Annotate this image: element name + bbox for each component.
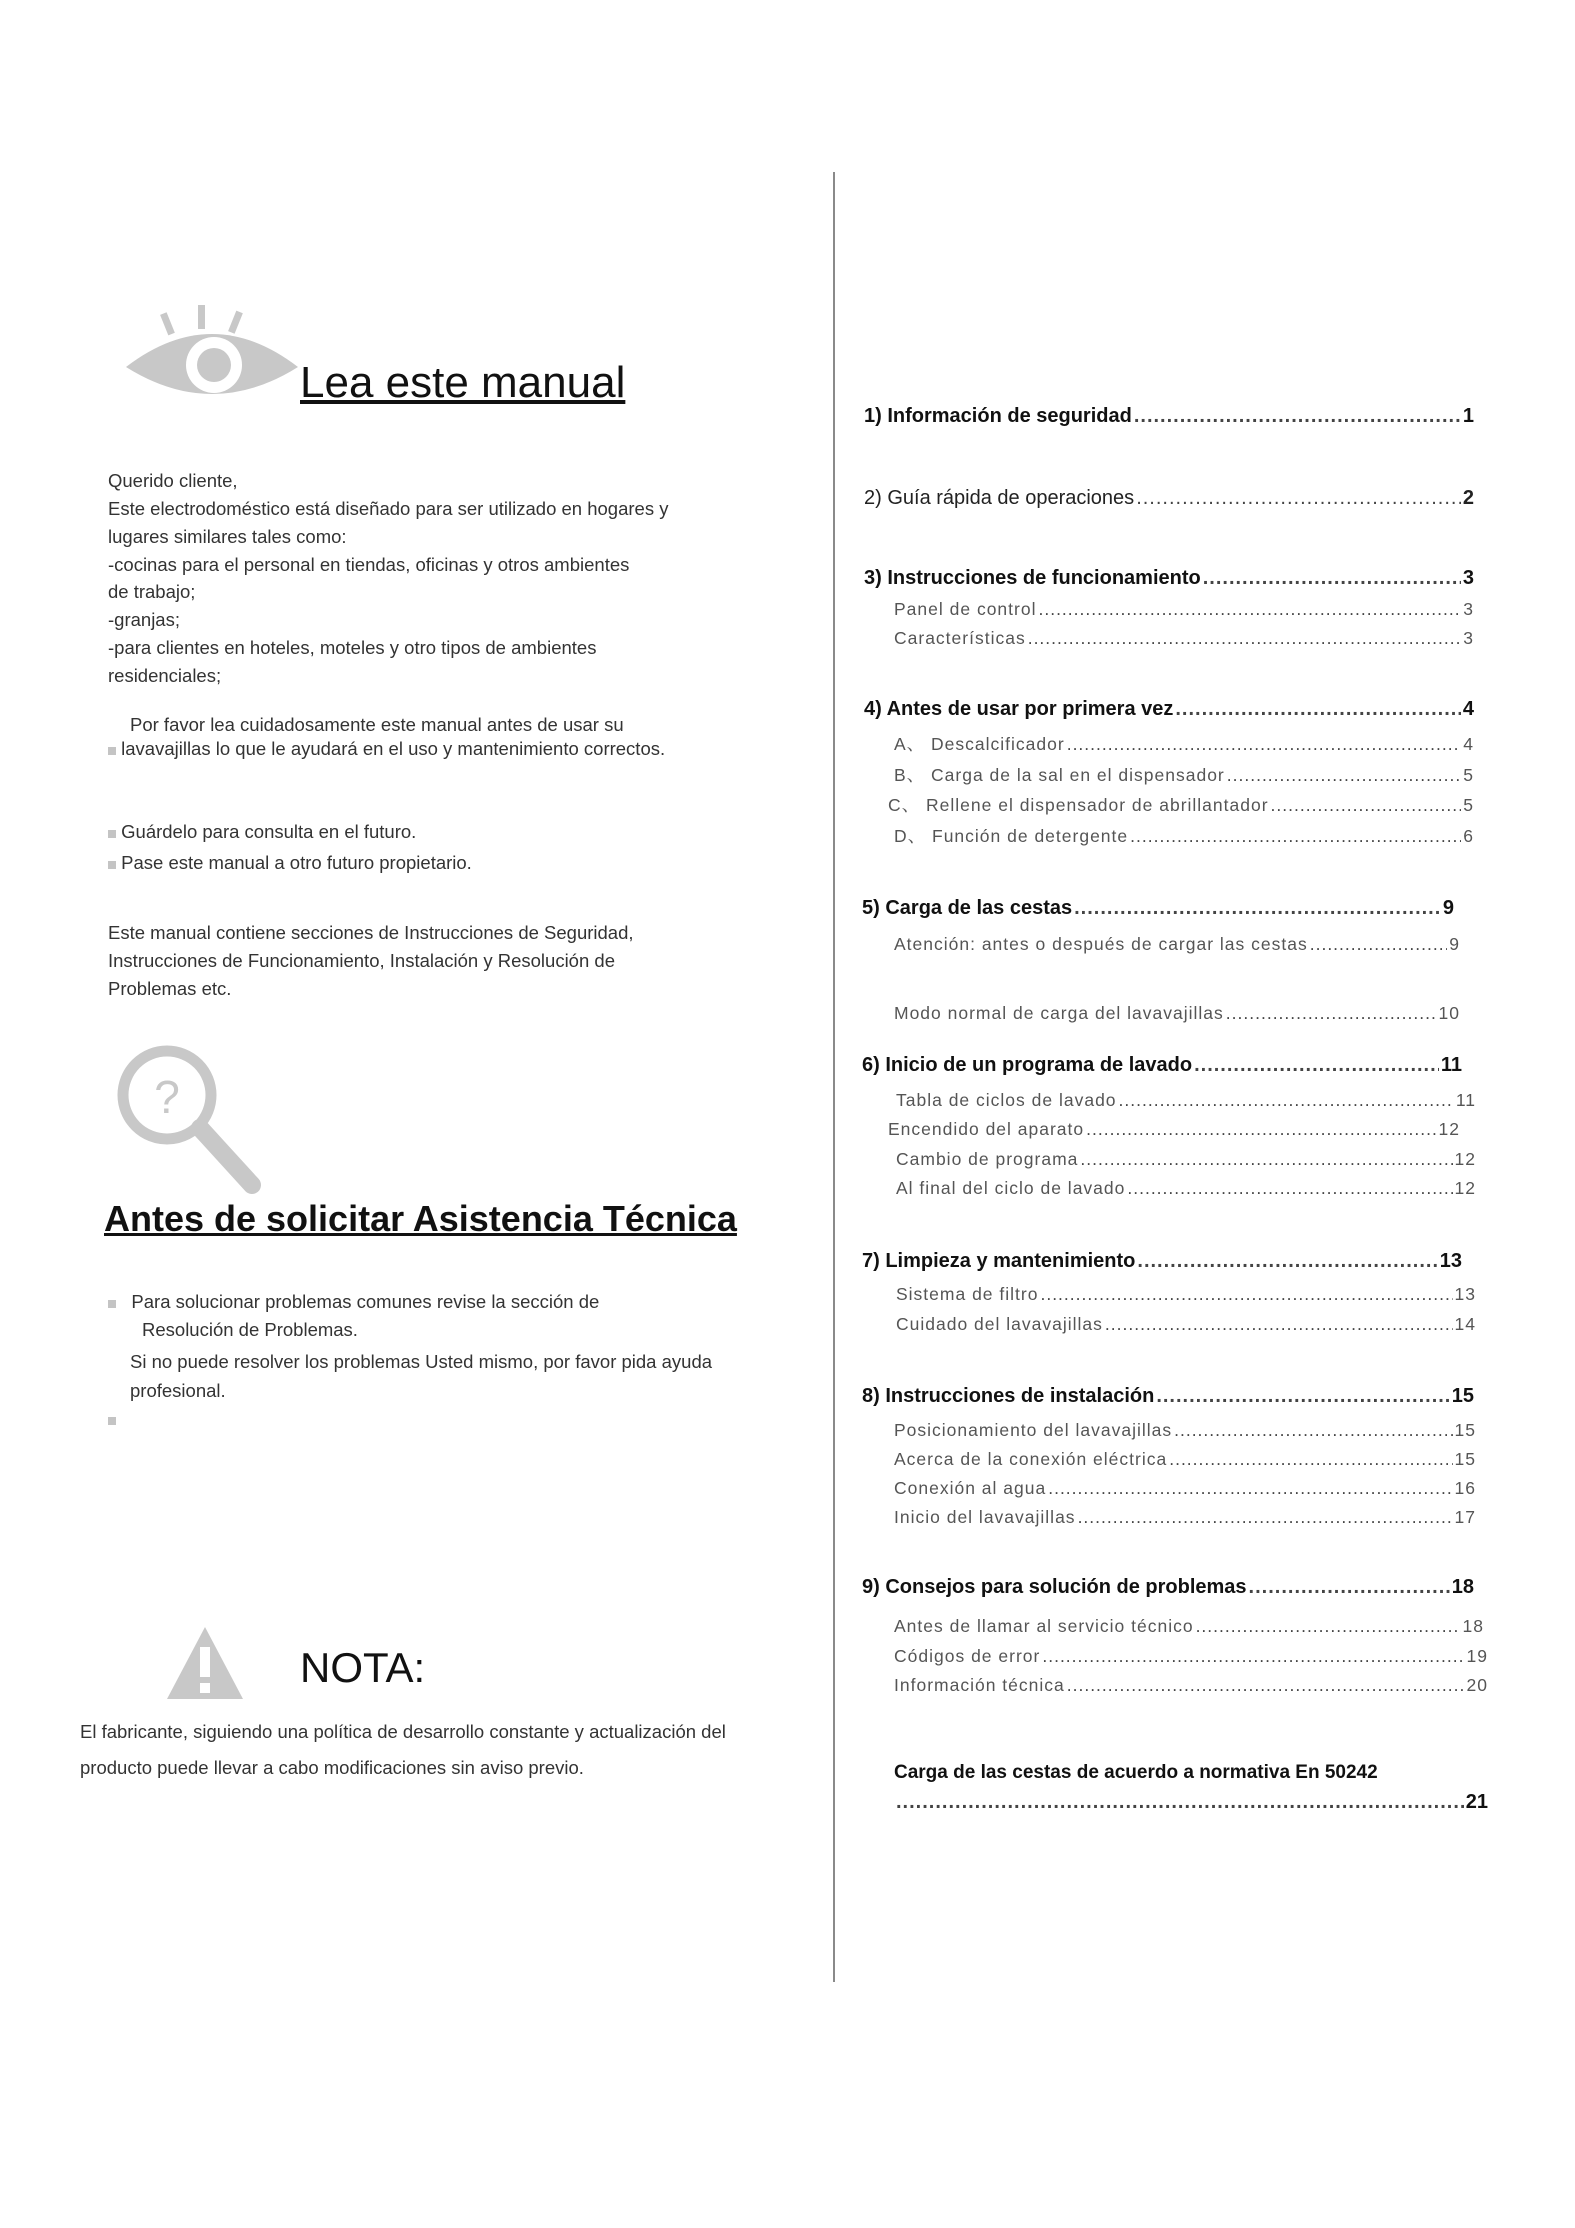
- bullet-icon: [108, 1300, 116, 1308]
- read-carefully-line-2: lavavajillas lo que le ayudará en el uso y mantenimiento correctos.: [108, 735, 665, 763]
- toc-item-panel-de-control[interactable]: Panel de control ..... 3: [894, 599, 1474, 620]
- assist-line-4: profesional.: [130, 1380, 226, 1401]
- toc-norm-dots-row[interactable]: ..... 21: [894, 1791, 1488, 1814]
- toc-section-1[interactable]: 1) Información de seguridad ..... 1: [864, 405, 1474, 428]
- toc-item-caracteristicas[interactable]: Características ..... 3: [894, 628, 1474, 649]
- toc-section-9[interactable]: 9) Consejos para solución de problemas ..... 18: [862, 1576, 1474, 1599]
- toc-section-5[interactable]: 5) Carga de las cestas ..... 9: [862, 897, 1454, 920]
- toc-item-modo-normal[interactable]: Modo normal de carga del lavavajillas ..... 10: [894, 1003, 1460, 1024]
- toc-item-inicio-lavavajillas[interactable]: Inicio del lavavajillas ..... 17: [894, 1507, 1476, 1528]
- note-line-2: producto puede llevar a cabo modificaciones sin aviso previo.: [80, 1757, 584, 1778]
- bullet-icon: [108, 747, 116, 755]
- manual-contents-paragraph: Este manual contiene secciones de Instrucciones de Seguridad, Instrucciones de Funcionamiento, Instalación y Resolución de Problemas etc.: [108, 922, 634, 999]
- toc-item-carga-sal[interactable]: B、 Carga de la sal en el dispensador ..... 5: [894, 762, 1474, 787]
- toc-section-2[interactable]: 2) Guía rápida de operaciones ..... 2: [864, 487, 1474, 510]
- toc-item-final-ciclo[interactable]: Al final del ciclo de lavado ..... 12: [896, 1178, 1476, 1199]
- read-manual-title: Lea este manual: [300, 358, 626, 407]
- bullet-keep: Guárdelo para consulta en el futuro.: [108, 818, 416, 846]
- column-divider: [833, 172, 835, 1982]
- toc-section-3[interactable]: 3) Instrucciones de funcionamiento ..... 3: [864, 567, 1474, 590]
- magnifier-question-icon: [112, 1040, 267, 1200]
- toc-item-sistema-filtro[interactable]: Sistema de filtro ..... 13: [896, 1284, 1476, 1305]
- toc-item-abrillantador[interactable]: C、 Rellene el dispensador de abrillantador ..... 5: [888, 792, 1474, 817]
- toc-item-encendido[interactable]: Encendido del aparato ..... 12: [888, 1119, 1460, 1140]
- note-title: NOTA:: [300, 1644, 426, 1691]
- toc-item-antes-llamar[interactable]: Antes de llamar al servicio técnico ..... 18: [894, 1616, 1484, 1637]
- assist-line-2: Resolución de Problemas.: [142, 1319, 358, 1340]
- svg-text:?: ?: [154, 1071, 180, 1123]
- toc-norm-label[interactable]: Carga de las cestas de acuerdo a normativa En 50242: [894, 1762, 1378, 1783]
- toc-item-codigos-error[interactable]: Códigos de error ..... 19: [894, 1646, 1488, 1667]
- toc-section-7[interactable]: 7) Limpieza y mantenimiento ..... 13: [862, 1250, 1462, 1273]
- toc-item-conexion-agua[interactable]: Conexión al agua ..... 16: [894, 1478, 1476, 1499]
- toc-item-atencion[interactable]: Atención: antes o después de cargar las cestas ..... 9: [894, 934, 1460, 955]
- assist-line-3: Si no puede resolver los problemas Usted mismo, por favor pida ayuda: [130, 1351, 713, 1372]
- toc-item-tabla-ciclos[interactable]: Tabla de ciclos de lavado ..... 11: [896, 1090, 1476, 1111]
- greeting: Querido cliente,: [108, 470, 238, 491]
- toc-section-8[interactable]: 8) Instrucciones de instalación ..... 15: [862, 1385, 1474, 1408]
- technical-assistance-title: Antes de solicitar Asistencia Técnica: [104, 1198, 737, 1239]
- toc-item-descalcificador[interactable]: A、 Descalcificador ..... 4: [894, 731, 1474, 756]
- bullet-icon: [108, 861, 116, 869]
- eye-icon: [120, 305, 305, 410]
- assist-line-1: Para solucionar problemas comunes revise la sección de: [108, 1288, 599, 1316]
- bullet-icon: [108, 1412, 116, 1430]
- intro-paragraph: Este electrodoméstico está diseñado para ser utilizado en hogares y lugares similares tales como: -cocinas para el personal en tiendas, oficinas y otros ambientes de trabajo; -granjas; -para clientes en hoteles, moteles y otro tipos de ambientes residenciales;: [108, 498, 669, 686]
- toc-item-detergente[interactable]: D、 Función de detergente ..... 6: [894, 823, 1474, 848]
- toc-item-conexion-electrica[interactable]: Acerca de la conexión eléctrica ..... 15: [894, 1449, 1476, 1470]
- read-carefully-line-1: Por favor lea cuidadosamente este manual antes de usar su: [130, 714, 624, 735]
- toc-item-cambio-programa[interactable]: Cambio de programa ..... 12: [896, 1149, 1476, 1170]
- toc-section-4[interactable]: 4) Antes de usar por primera vez ..... 4: [864, 698, 1474, 721]
- bullet-pass: Pase este manual a otro futuro propietario.: [108, 849, 472, 877]
- toc-item-info-tecnica[interactable]: Información técnica ..... 20: [894, 1675, 1488, 1696]
- toc-section-6[interactable]: 6) Inicio de un programa de lavado ..... 11: [862, 1054, 1462, 1077]
- note-line-1: El fabricante, siguiendo una política de desarrollo constante y actualización del: [80, 1721, 726, 1742]
- toc-item-cuidado[interactable]: Cuidado del lavavajillas ..... 14: [896, 1314, 1476, 1335]
- toc-item-posicionamiento[interactable]: Posicionamiento del lavavajillas ..... 15: [894, 1420, 1476, 1441]
- bullet-icon: [108, 830, 116, 838]
- warning-icon: [165, 1625, 245, 1701]
